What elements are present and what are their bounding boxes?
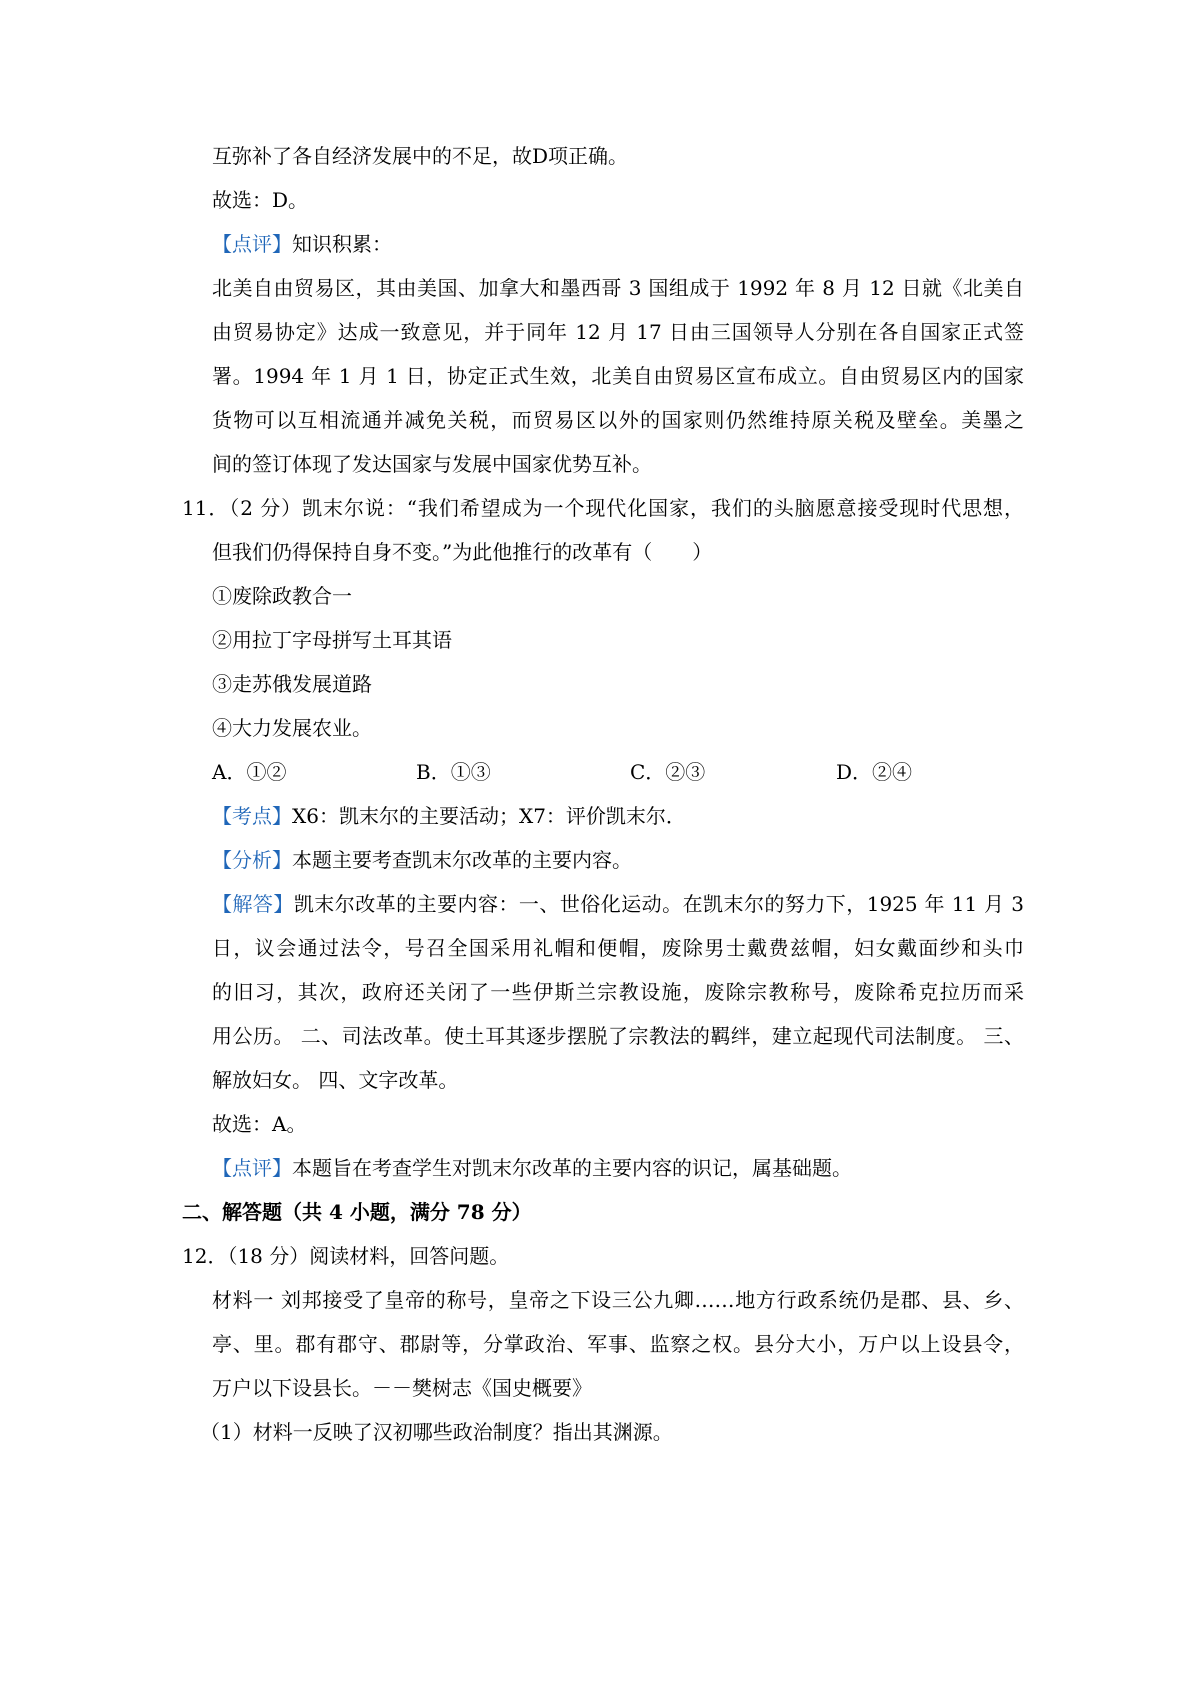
material-line: 材料一 刘邦接受了皇帝的称号，皇帝之下设三公九卿……地方行政系统仍是郡、县、乡、	[212, 1288, 1024, 1312]
sub-question: （1）材料一反映了汉初哪些政治制度？指出其渊源。	[200, 1420, 673, 1444]
text-line: 署。1994 年 1 月 1 日，协定正式生效，北美自由贸易区宣布成立。自由贸易区内的国家	[212, 364, 1024, 388]
question-item: ③走苏俄发展道路	[212, 672, 372, 696]
answer-line: 故选：A。	[212, 1112, 307, 1136]
material-line: 万户以下设县长。－－樊树志《国史概要》	[212, 1376, 592, 1400]
option-d: D．②④	[836, 760, 913, 784]
question-11-stem-cont: 但我们仍得保持自身不变。”为此他推行的改革有（ ）	[212, 540, 713, 564]
option-c: C．②③	[630, 760, 706, 784]
dianping-line	[212, 1154, 852, 1182]
jieda-line	[212, 890, 1024, 918]
text-line: 北美自由贸易区，其由美国、加拿大和墨西哥 3 国组成于 1992 年 8 月 12 日就《北美自	[212, 276, 1024, 300]
fenxi-line	[212, 846, 632, 874]
comment-tag: 【点评】	[212, 232, 292, 256]
kaodian-line	[212, 802, 686, 830]
material-line: 亭、里。郡有郡守、郡尉等，分掌政治、军事、监察之权。县分大小，万户以上设县令，	[212, 1332, 1024, 1356]
jieda-text: 凯末尔改革的主要内容：一、世俗化运动。在凯末尔的努力下，1925 年 11 月 3	[293, 892, 1024, 916]
text-line: 故选：D。	[212, 188, 309, 212]
kaodian-text: X6：凯末尔的主要活动；X7：评价凯末尔．	[292, 804, 686, 828]
comment-text: 知识积累：	[292, 232, 392, 256]
question-item: ①废除政教合一	[212, 584, 352, 608]
fenxi-tag: 【分析】	[212, 848, 292, 872]
text-line: 间的签订体现了发达国家与发展中国家优势互补。	[212, 452, 652, 476]
section-heading: 二、解答题（共 4 小题，满分 78 分）	[182, 1200, 532, 1224]
text-line: 货物可以互相流通并减免关税，而贸易区以外的国家则仍然维持原关税及壁垒。美墨之	[212, 408, 1024, 432]
question-item: ②用拉丁字母拼写土耳其语	[212, 628, 452, 652]
dianping-tag: 【点评】	[212, 1156, 292, 1180]
option-a: A．①②	[212, 760, 287, 784]
text-line: 互弥补了各自经济发展中的不足，故D项正确。	[212, 144, 629, 168]
fenxi-text: 本题主要考查凯末尔改革的主要内容。	[292, 848, 632, 872]
text-line: 用公历。 二、司法改革。使土耳其逐步摆脱了宗教法的羁绊，建立起现代司法制度。 三、	[212, 1024, 1024, 1048]
question-item: ④大力发展农业。	[212, 716, 372, 740]
kaodian-tag: 【考点】	[212, 804, 292, 828]
jieda-tag: 【解答】	[212, 892, 294, 916]
text-line: 解放妇女。 四、文字改革。	[212, 1068, 459, 1092]
text-line: 由贸易协定》达成一致意见，并于同年 12 月 17 日由三国领导人分别在各自国家正式签	[212, 320, 1024, 344]
text-line: 的旧习，其次，政府还关闭了一些伊斯兰宗教设施，废除宗教称号，废除希克拉历而采	[212, 980, 1024, 1004]
text-line: 日，议会通过法令，号召全国采用礼帽和便帽，废除男士戴费兹帽，妇女戴面纱和头巾	[212, 936, 1024, 960]
option-b: B．①③	[416, 760, 491, 784]
question-11-stem: 11．（2 分）凯末尔说：“我们希望成为一个现代化国家，我们的头脑愿意接受现时代思想，	[182, 496, 1024, 520]
dianping-text: 本题旨在考查学生对凯末尔改革的主要内容的识记，属基础题。	[292, 1156, 852, 1180]
question-12-stem: 12．（18 分）阅读材料，回答问题。	[182, 1244, 510, 1268]
comment-line	[212, 230, 392, 258]
